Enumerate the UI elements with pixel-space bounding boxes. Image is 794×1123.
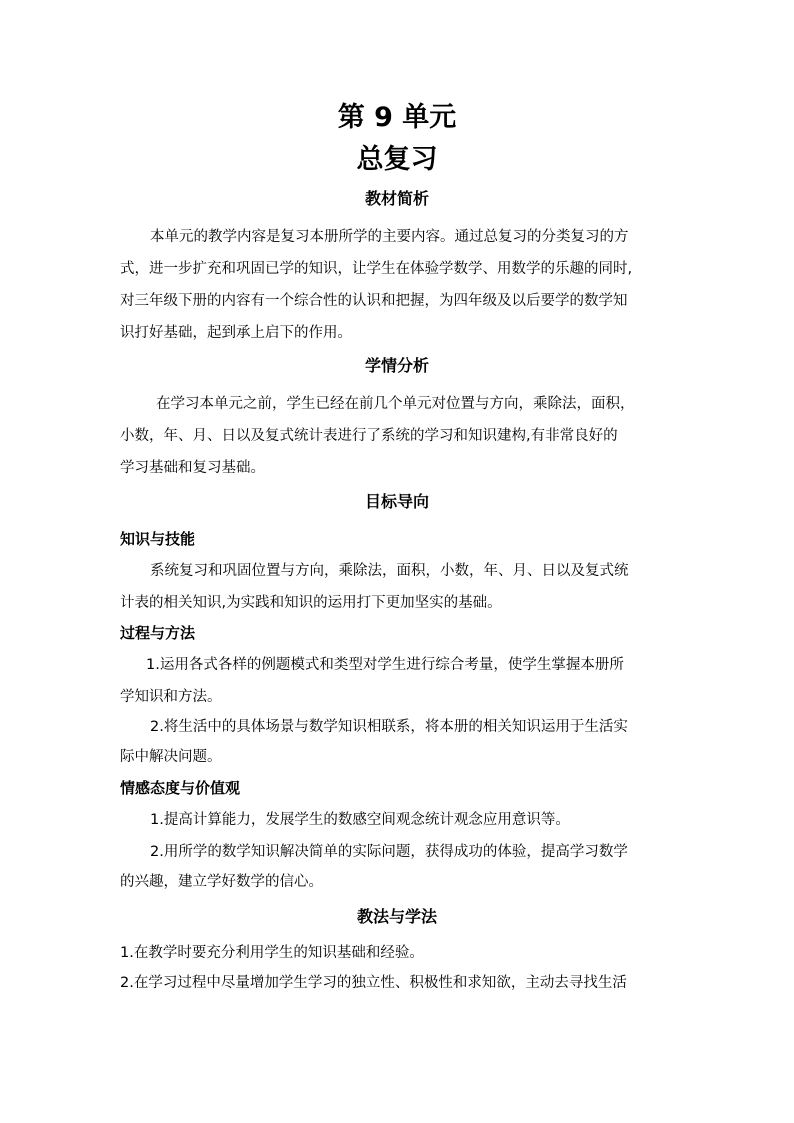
section-heading-methods: 教法与学法 <box>356 907 437 926</box>
paragraph-line: 学习基础和复习基础。 <box>120 460 265 476</box>
paragraph-line: 识打好基础，起到承上启下的作用。 <box>120 325 352 341</box>
paragraph-line: 2.将生活中的具体场景与数学知识相联系，将本册的相关知识运用于生活实 <box>150 719 628 735</box>
paragraph-line: 1.运用各式各样的例题模式和类型对学生进行综合考量，使学生掌握本册所 <box>146 657 624 673</box>
subheading-knowledge: 知识与技能 <box>120 530 196 548</box>
unit-subtitle: 总复习 <box>356 144 438 175</box>
section-heading-goals: 目标导向 <box>364 492 429 511</box>
paragraph-line: 2.在学习过程中尽量增加学生学习的独立性、积极性和求知欲，主动去寻找生活 <box>120 975 627 991</box>
unit-title: 第 9 单元 <box>337 102 457 133</box>
paragraph-line: 式，进一步扩充和巩固已学的知识，让学生在体验学数学、用数学的乐趣的同时, <box>120 261 633 277</box>
paragraph-line: 的兴趣，建立学好数学的信心。 <box>120 874 323 890</box>
paragraph-line: 计表的相关知识,为实践和知识的运用打下更加坚实的基础。 <box>120 595 502 611</box>
paragraph-line: 际中解决问题。 <box>120 749 222 765</box>
paragraph-line: 系统复习和巩固位置与方向，乘除法，面积，小数，年、月、日以及复式统 <box>150 563 629 579</box>
paragraph-line: 本单元的教学内容是复习本册所学的主要内容。通过总复习的分类复习的方 <box>150 229 629 245</box>
paragraph-line: 对三年级下册的内容有一个综合性的认识和把握，为四年级及以后要学的数学知 <box>120 293 628 309</box>
paragraph-line: 2.用所学的数学知识解决简单的实际问题，获得成功的体验，提高学习数学 <box>150 844 628 860</box>
paragraph-line: 1.提高计算能力，发展学生的数感空间观念统计观念应用意识等。 <box>150 812 570 828</box>
subheading-process: 过程与方法 <box>120 624 196 642</box>
paragraph-line: 小数，年、月、日以及复式统计表进行了系统的学习和知识建构,有非常良好的 <box>120 428 618 444</box>
section-heading-learners: 学情分析 <box>364 356 429 375</box>
subheading-emotion: 情感态度与价值观 <box>120 779 241 797</box>
section-heading-materials: 教材简析 <box>364 189 429 208</box>
paragraph-line: 在学习本单元之前，学生已经在前几个单元对位置与方向，乘除法，面积， <box>156 396 635 412</box>
paragraph-line: 1.在教学时要充分利用学生的知识基础和经验。 <box>120 945 424 961</box>
paragraph-line: 学知识和方法。 <box>120 689 222 705</box>
